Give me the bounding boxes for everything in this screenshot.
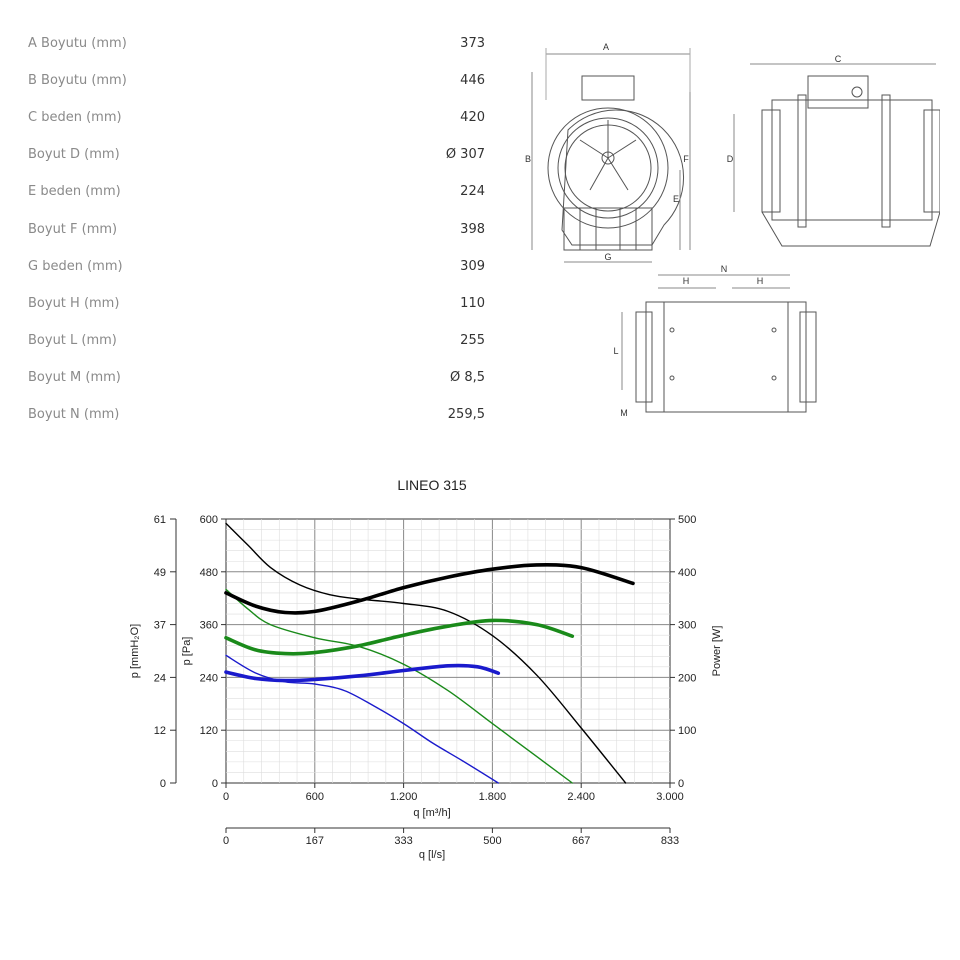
x2-tick-label: 833: [660, 835, 680, 847]
technical-drawings: [520, 40, 940, 440]
y2-tick-label: 61: [153, 514, 166, 526]
dim-label-h-right: H: [756, 276, 764, 286]
x-tick-label: 3.000: [656, 791, 684, 803]
x-tick-label: 1.200: [389, 791, 418, 803]
plot-area: [226, 519, 670, 783]
y-tick-label: 120: [199, 725, 218, 738]
x-axis-label: q [m³/h]: [413, 807, 451, 819]
y3-tick-label: 0: [678, 778, 685, 790]
spec-row: [0, 333, 500, 353]
spec-value: 373: [460, 36, 485, 51]
y3-tick-label: 300: [678, 619, 697, 632]
spec-value: 255: [460, 332, 485, 348]
spec-value: 446: [460, 73, 485, 89]
x2-tick-label: 500: [483, 835, 502, 847]
spec-value: 259,5: [447, 407, 485, 422]
y-tick-label: 480: [199, 566, 218, 579]
spec-label: Boyut N (mm): [28, 407, 120, 422]
y2-tick-label: 49: [153, 566, 166, 579]
spec-row: [0, 407, 500, 427]
spec-row: [0, 222, 500, 242]
spec-value: Ø 8,5: [449, 369, 485, 385]
bottom-view-drawing: [622, 275, 816, 412]
spec-label: Boyut F (mm): [28, 221, 118, 237]
x2-tick-label: 0: [222, 835, 230, 847]
performance-chart: [120, 470, 740, 870]
dim-label-g: G: [604, 252, 612, 262]
spec-label: B Boyutu (mm): [28, 73, 127, 89]
x-tick-label: 1.800: [478, 791, 507, 803]
x2-axis-label: q [l/s]: [418, 849, 446, 861]
dim-label-a: A: [602, 42, 610, 52]
front-view-drawing: [532, 48, 690, 262]
spec-row: [0, 147, 500, 167]
y3-tick-label: 400: [678, 566, 697, 579]
y3-tick-label: 100: [678, 725, 697, 738]
x2-tick-label: 667: [572, 835, 591, 847]
dim-label-f: F: [683, 154, 689, 164]
y2-tick-label: 12: [153, 725, 166, 738]
spec-label: C beden (mm): [28, 110, 122, 126]
dim-label-n: N: [720, 264, 728, 274]
x-tick-label: 0: [222, 791, 230, 803]
spec-label: Boyut M (mm): [28, 369, 121, 385]
spec-value: 224: [460, 184, 485, 200]
dim-label-c: C: [834, 54, 842, 64]
spec-row: [0, 36, 500, 56]
dim-label-b: B: [524, 154, 532, 164]
chart-title: LINEO 315: [397, 477, 467, 493]
dim-label-h-left: H: [682, 276, 690, 286]
spec-row: [0, 73, 500, 93]
y3-axis-label: Power [W]: [711, 625, 723, 677]
y2-tick-label: 24: [153, 672, 166, 685]
x-tick-label: 600: [305, 791, 324, 803]
spec-label: A Boyutu (mm): [28, 36, 127, 51]
spec-row: [0, 110, 500, 130]
spec-label: Boyut D (mm): [28, 147, 120, 163]
spec-label: E beden (mm): [28, 184, 121, 200]
spec-value: 110: [460, 295, 485, 311]
spec-row: [0, 184, 500, 204]
dim-label-d: D: [726, 154, 734, 164]
y2-tick-label: 37: [153, 619, 166, 632]
side-view-drawing: [734, 64, 940, 246]
y2-axis-label: p [mmH₂O]: [129, 623, 141, 679]
y2-tick-label: 0: [159, 778, 166, 790]
y-tick-label: 0: [211, 778, 218, 790]
spec-label: G beden (mm): [28, 258, 123, 274]
spec-value: 420: [460, 110, 485, 126]
spec-label: Boyut L (mm): [28, 332, 117, 348]
spec-label: Boyut H (mm): [28, 295, 120, 311]
y-axis-label: p [Pa]: [181, 636, 193, 666]
spec-row: [0, 370, 500, 390]
dim-label-e: E: [672, 194, 680, 204]
spec-value: Ø 307: [445, 147, 485, 163]
x2-tick-label: 167: [305, 835, 324, 847]
dim-label-m: M: [620, 408, 628, 418]
y3-tick-label: 200: [678, 672, 697, 685]
chart-grid: [226, 519, 670, 783]
spec-value: 398: [460, 221, 485, 237]
spec-value: 309: [460, 258, 485, 274]
y-tick-label: 360: [199, 619, 218, 632]
dim-label-l: L: [613, 346, 619, 356]
x2-tick-label: 333: [394, 835, 413, 847]
y-tick-label: 240: [199, 672, 218, 685]
spec-row: [0, 296, 500, 316]
y-tick-label: 600: [199, 514, 218, 526]
x-tick-label: 2.400: [567, 791, 595, 803]
spec-row: [0, 259, 500, 279]
y3-tick-label: 500: [678, 514, 697, 526]
